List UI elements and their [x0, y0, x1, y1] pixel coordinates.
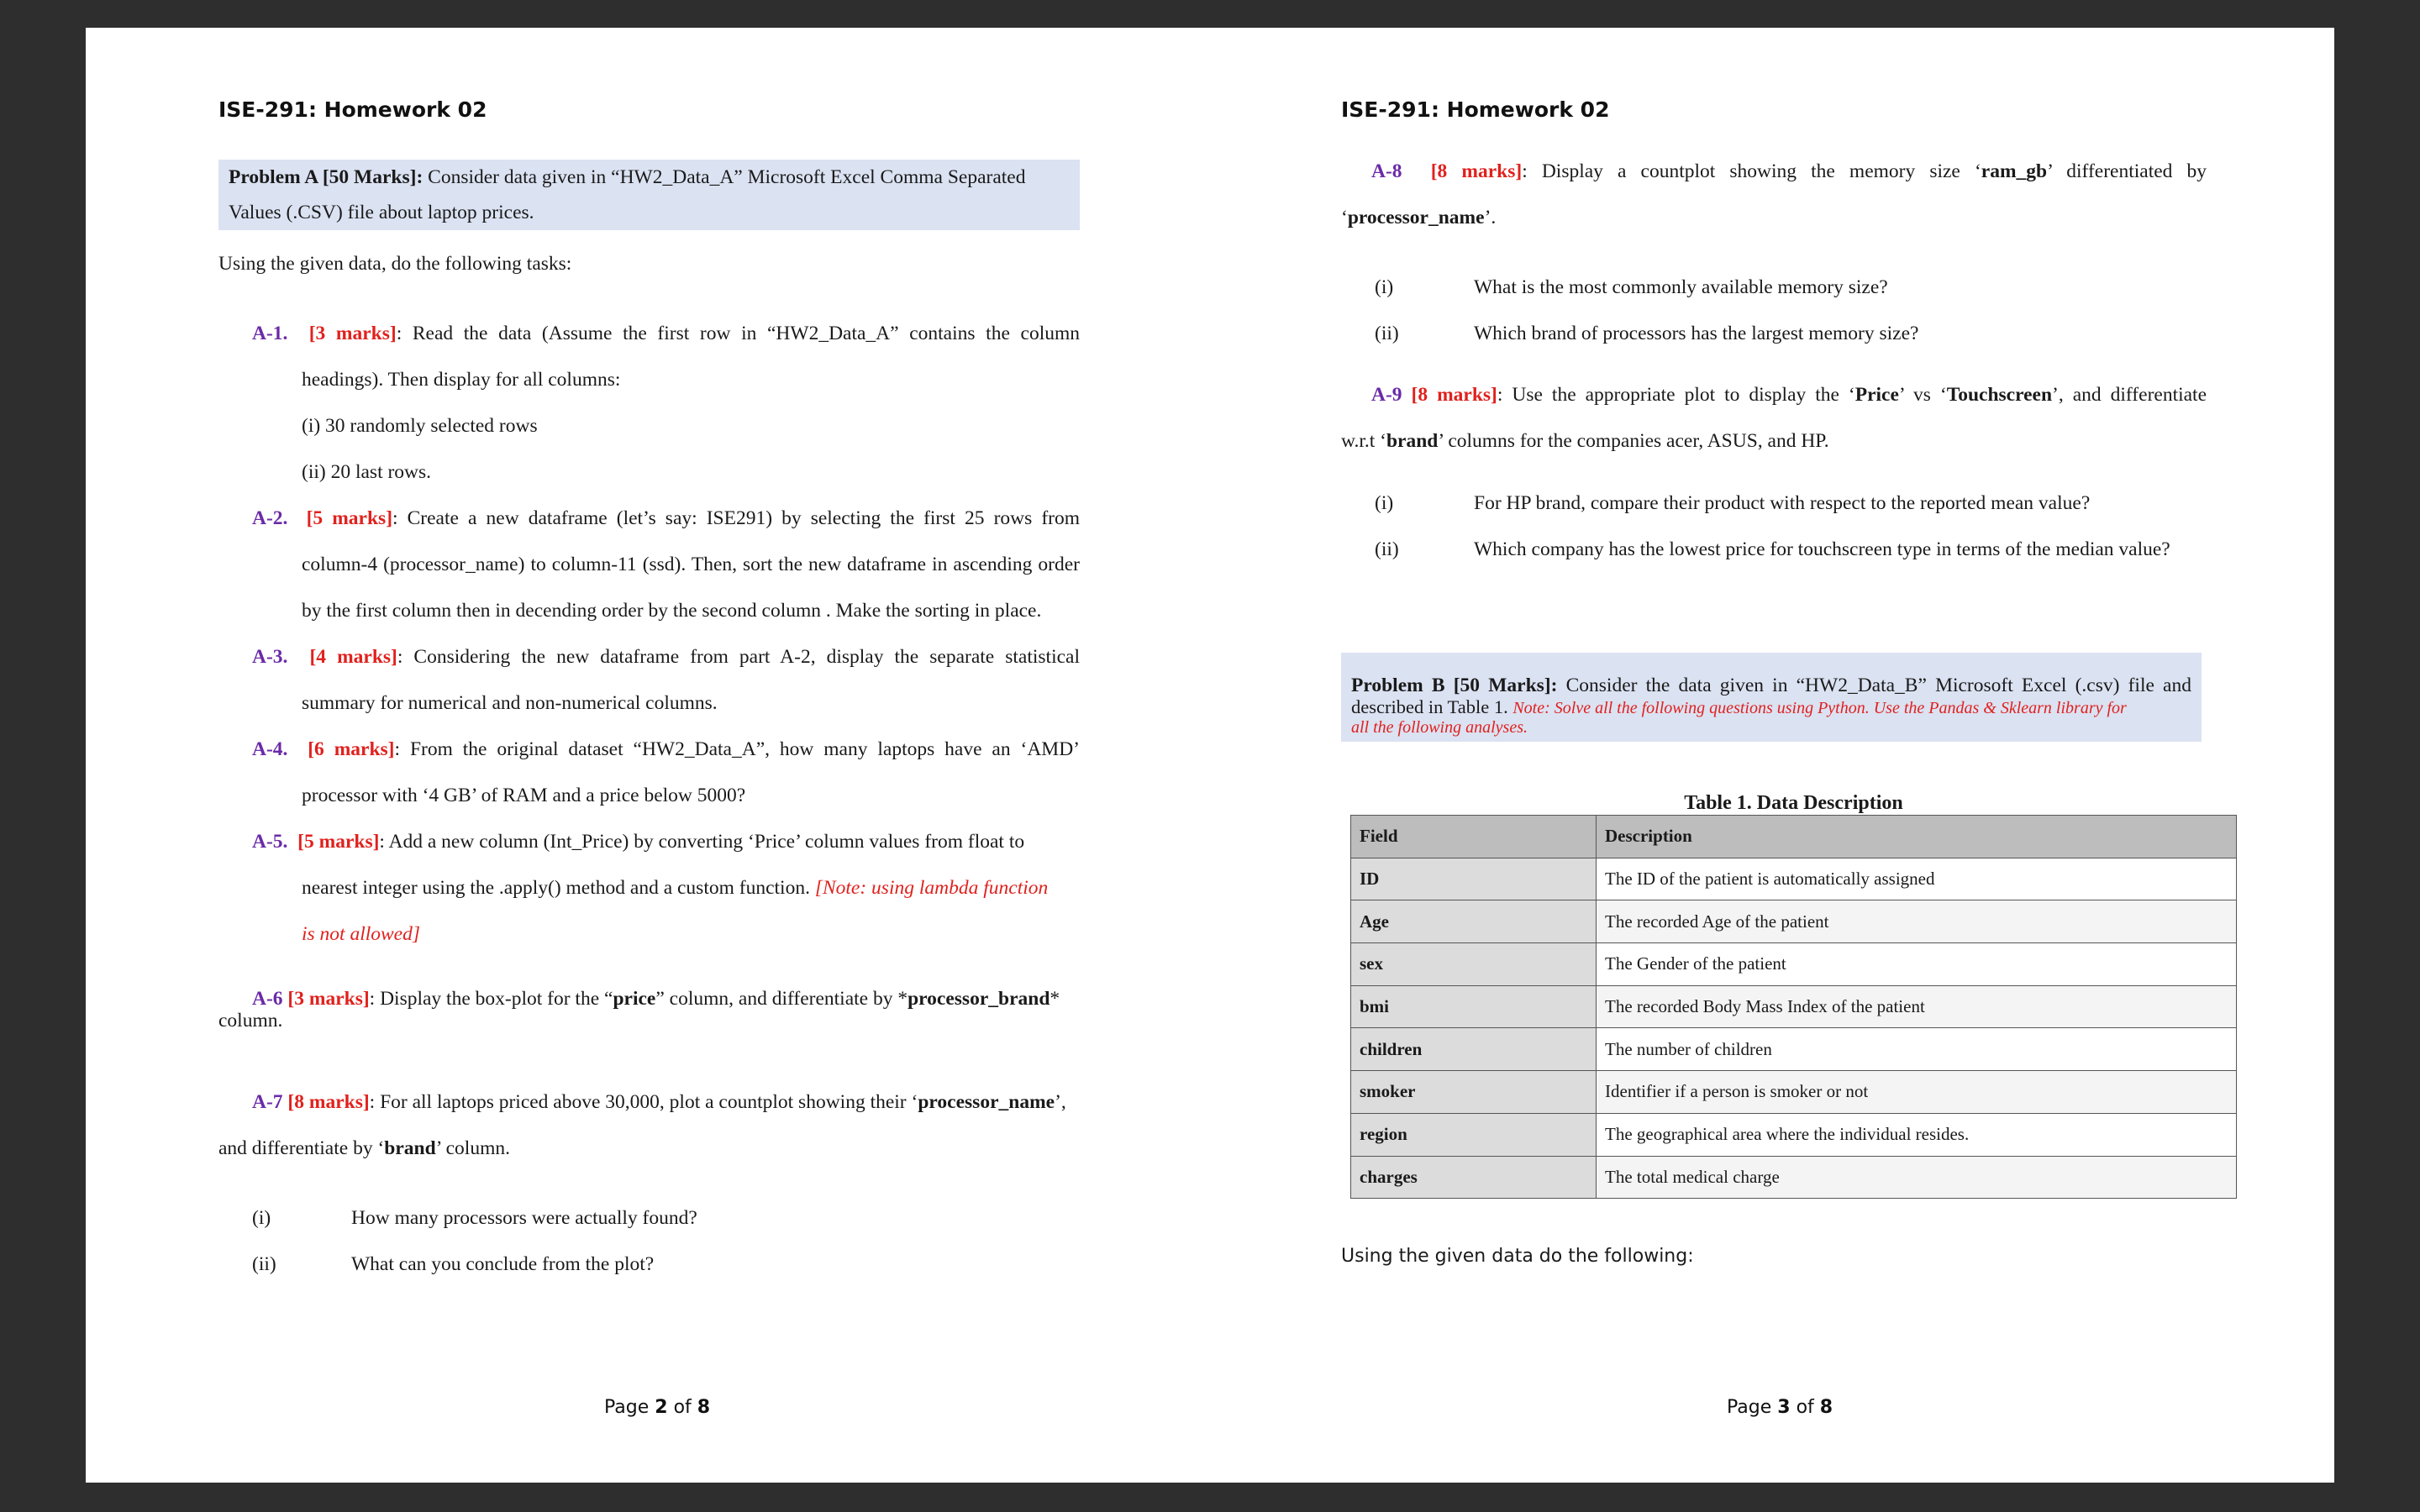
table-header-description: Description — [1597, 816, 2237, 858]
task-a9-q2: Which company has the lowest price for touchscreen type in terms of the median value? — [1474, 538, 2170, 560]
table-row — [1351, 1071, 2237, 1114]
task-a6: A-6 [3 marks]: Display the box-plot for the “price” column, and differentiate by *processor_brand* column. — [218, 988, 1060, 1032]
document-page — [86, 28, 2334, 1483]
task-a5: A-5. [5 marks]: Add a new column (Int_Price) by converting ‘Price’ column values from float to — [252, 831, 1025, 853]
table-cell-field: sex — [1351, 943, 1597, 986]
table-header-field: Field — [1351, 816, 1597, 858]
table-row — [1351, 1028, 2237, 1071]
table-row — [1351, 1113, 2237, 1156]
table-cell-field: region — [1351, 1113, 1597, 1156]
table-cell-field: charges — [1351, 1156, 1597, 1199]
table-row — [1351, 943, 2237, 986]
table-cell-description: The recorded Body Mass Index of the patient — [1597, 985, 2237, 1028]
task-a1-line2: headings). Then display for all columns: — [302, 369, 621, 391]
task-a9: A-9 [8 marks]: Use the appropriate plot to display the ‘Price’ vs ‘Touchscreen’, and differentiate — [1371, 384, 2207, 406]
data-description-table — [1350, 815, 2237, 1199]
task-a7: A-7 [8 marks]: For all laptops priced above 30,000, plot a countplot showing their ‘processor_name’, — [252, 1091, 1066, 1113]
table-cell-field: ID — [1351, 858, 1597, 900]
table-cell-field: smoker — [1351, 1071, 1597, 1114]
task-a8-q1-num: (i) — [1375, 276, 1394, 298]
task-a7-q1-num: (i) — [252, 1207, 271, 1229]
task-a7-q2-num: (ii) — [252, 1253, 276, 1275]
table-row — [1351, 985, 2237, 1028]
task-a1: A-1. [3 marks]: Read the data (Assume the first row in “HW2_Data_A” contains the column — [252, 323, 1080, 344]
table-cell-field: children — [1351, 1028, 1597, 1071]
task-a2: A-2. [5 marks]: Create a new dataframe (let’s say: ISE291) by selecting the first 25 rows from — [252, 507, 1081, 529]
task-a3: A-3. [4 marks]: Considering the new dataframe from part A-2, display the separate statistical — [252, 646, 1080, 668]
problem-b-text: Problem B [50 Marks]: Consider the data given in “HW2_Data_B” Microsoft Excel (.csv) file and described in Table 1. Note: Solve all the following questions using Python. Use the Pandas & Sklearn library for all the following analyses. — [1351, 675, 2191, 737]
right-page-header: ISE-291: Homework 02 — [1341, 97, 1610, 122]
task-a4-line2: processor with ‘4 GB’ of RAM and a price below 5000? — [302, 785, 746, 806]
left-page-header: ISE-291: Homework 02 — [218, 97, 487, 122]
table-row — [1351, 900, 2237, 943]
task-a7-line2: and differentiate by ‘brand’ column. — [218, 1137, 510, 1159]
table-cell-description: The total medical charge — [1597, 1156, 2237, 1199]
table-row — [1351, 1156, 2237, 1199]
table-cell-description: The geographical area where the individual resides. — [1597, 1113, 2237, 1156]
task-a4: A-4. [6 marks]: From the original dataset “HW2_Data_A”, how many laptops have an ‘AMD’ — [252, 738, 1080, 760]
task-a2-line2: column-4 (processor_name) to column-11 (ssd). Then, sort the new dataframe in ascending order — [302, 554, 1080, 575]
task-a1-sub2: (ii) 20 last rows. — [302, 461, 432, 483]
task-a8: A-8 [8 marks]: Display a countplot showing the memory size ‘ram_gb’ differentiated by — [1371, 160, 2207, 182]
table-cell-field: Age — [1351, 900, 1597, 943]
table-cell-description: The ID of the patient is automatically assigned — [1597, 858, 2237, 900]
task-a9-q1: For HP brand, compare their product with respect to the reported mean value? — [1474, 492, 2091, 514]
right-outro: Using the given data do the following: — [1341, 1246, 1694, 1267]
table-cell-field: bmi — [1351, 985, 1597, 1028]
table-cell-description: The recorded Age of the patient — [1597, 900, 2237, 943]
task-a5-line2: nearest integer using the .apply() method and a custom function. [Note: using lambda function — [302, 877, 1049, 899]
left-page-footer: Page 2 of 8 — [604, 1397, 711, 1418]
table-cell-description: Identifier if a person is smoker or not — [1597, 1071, 2237, 1114]
task-a5-note2: is not allowed] — [302, 923, 421, 945]
task-a8-q2-num: (ii) — [1375, 323, 1399, 344]
problem-a-text: Problem A [50 Marks]: Consider data given in “HW2_Data_A” Microsoft Excel Comma Separated Values (.CSV) file about laptop prices. — [229, 166, 1026, 223]
table-cell-description: The Gender of the patient — [1597, 943, 2237, 986]
left-intro: Using the given data, do the following tasks: — [218, 253, 572, 275]
task-a9-line2: w.r.t ‘brand’ columns for the companies acer, ASUS, and HP. — [1341, 430, 1829, 452]
task-a9-q2-num: (ii) — [1375, 538, 1399, 560]
task-a8-q2: Which brand of processors has the largest memory size? — [1474, 323, 1919, 344]
task-a7-q1: How many processors were actually found? — [351, 1207, 697, 1229]
task-a7-q2: What can you conclude from the plot? — [351, 1253, 655, 1275]
table-header-row — [1351, 816, 2237, 858]
table-cell-description: The number of children — [1597, 1028, 2237, 1071]
right-page-footer: Page 3 of 8 — [1727, 1397, 1833, 1418]
table-caption: Table 1. Data Description — [1684, 792, 1903, 814]
task-a3-line2: summary for numerical and non-numerical columns. — [302, 692, 718, 714]
task-a8-line2: ‘processor_name’. — [1341, 207, 1497, 228]
table-row — [1351, 858, 2237, 900]
task-a2-line3: by the first column then in decending order by the second column . Make the sorting in place. — [302, 600, 1042, 622]
task-a1-sub1: (i) 30 randomly selected rows — [302, 415, 538, 437]
task-a8-q1: What is the most commonly available memory size? — [1474, 276, 1888, 298]
task-a9-q1-num: (i) — [1375, 492, 1394, 514]
